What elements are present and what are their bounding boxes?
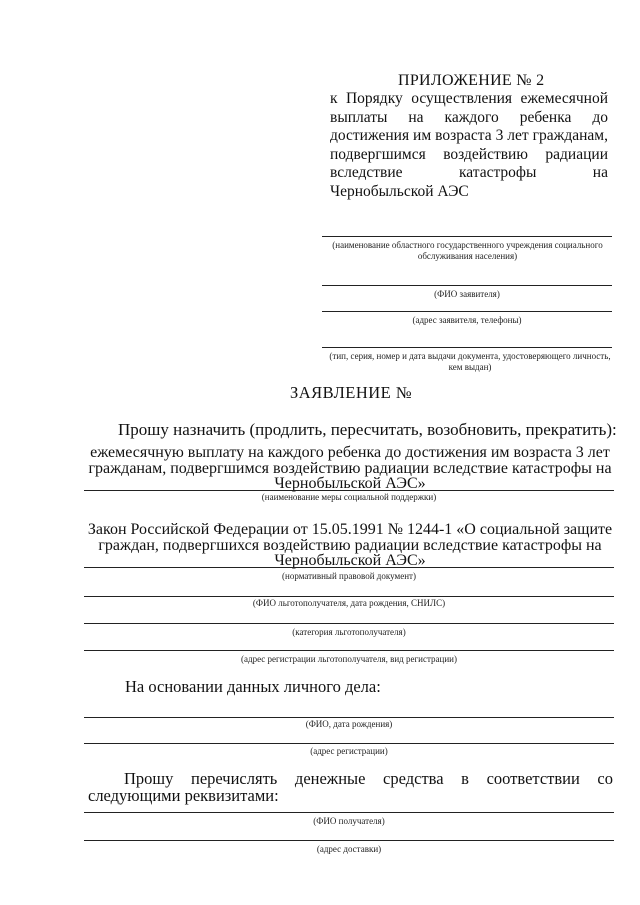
request-line: Прошу назначить (продлить, пересчитать, возобновить, прекратить): [118, 420, 617, 439]
personal-file-name-caption: (ФИО, дата рождения) [305, 719, 393, 729]
legal-basis-value: Закон Российской Федерации от 15.05.1991 № 1244-1 «О социальной защите граждан, подвергшихся воздействию радиации вследствие катастрофы на Чернобыльской АЭС» [87, 521, 613, 569]
applicant-name-line[interactable] [322, 285, 612, 286]
appendix-description: к Порядку осуществления ежемесячной выплаты на каждого ребенка до достижения им возраста 3 лет гражданам, подвергшимся воздействию радиации вследствие катастрофы на Чернобыльской АЭС [330, 90, 608, 200]
identity-document-caption: (тип, серия, номер и дата выдачи документа, удостоверяющего личность, кем выдан) [329, 351, 611, 372]
personal-file-heading: На основании данных личного дела: [125, 677, 381, 696]
delivery-address-caption: (адрес доставки) [316, 844, 382, 854]
legal-basis-caption: (нормативный правовой документ) [282, 571, 416, 581]
delivery-address-line[interactable] [84, 840, 614, 841]
beneficiary-registration-line[interactable] [84, 650, 614, 651]
personal-file-address-caption: (адрес регистрации) [310, 746, 388, 756]
document-title: ЗАЯВЛЕНИЕ № [290, 383, 413, 402]
beneficiary-identity-line[interactable] [84, 596, 614, 597]
support-measure-value: ежемесячную выплату на каждого ребенка до достижения им возраста 3 лет гражданам, подвергшимся воздействию радиации вследствие катастрофы на Чернобыльской АЭС» [88, 444, 612, 492]
applicant-name-caption: (ФИО заявителя) [434, 289, 500, 299]
beneficiary-identity-caption: (ФИО льготополучателя, дата рождения, СНИЛС) [252, 598, 446, 608]
beneficiary-category-line[interactable] [84, 623, 614, 624]
recipient-name-line[interactable] [84, 812, 614, 813]
applicant-address-caption: (адрес заявителя, телефоны) [412, 315, 522, 325]
personal-file-address-line[interactable] [84, 743, 614, 744]
support-measure-line[interactable] [84, 490, 614, 491]
legal-basis-line[interactable] [84, 567, 614, 568]
institution-line[interactable] [322, 236, 612, 237]
identity-document-line[interactable] [322, 347, 612, 348]
beneficiary-registration-caption: (адрес регистрации льготополучателя, вид регистрации) [241, 654, 457, 664]
support-measure-caption: (наименование меры социальной поддержки) [261, 492, 437, 502]
personal-file-name-line[interactable] [84, 717, 614, 718]
applicant-address-line[interactable] [322, 311, 612, 312]
transfer-request-text: Прошу перечислять денежные средства в соответствии со следующими реквизитами: [88, 769, 613, 805]
recipient-name-caption: (ФИО получателя) [313, 816, 385, 826]
appendix-title: ПРИЛОЖЕНИЕ № 2 [398, 72, 545, 89]
institution-caption: (наименование областного государственного учреждения социального обслуживания населения) [332, 240, 603, 261]
beneficiary-category-caption: (категория льготополучателя) [292, 627, 406, 637]
